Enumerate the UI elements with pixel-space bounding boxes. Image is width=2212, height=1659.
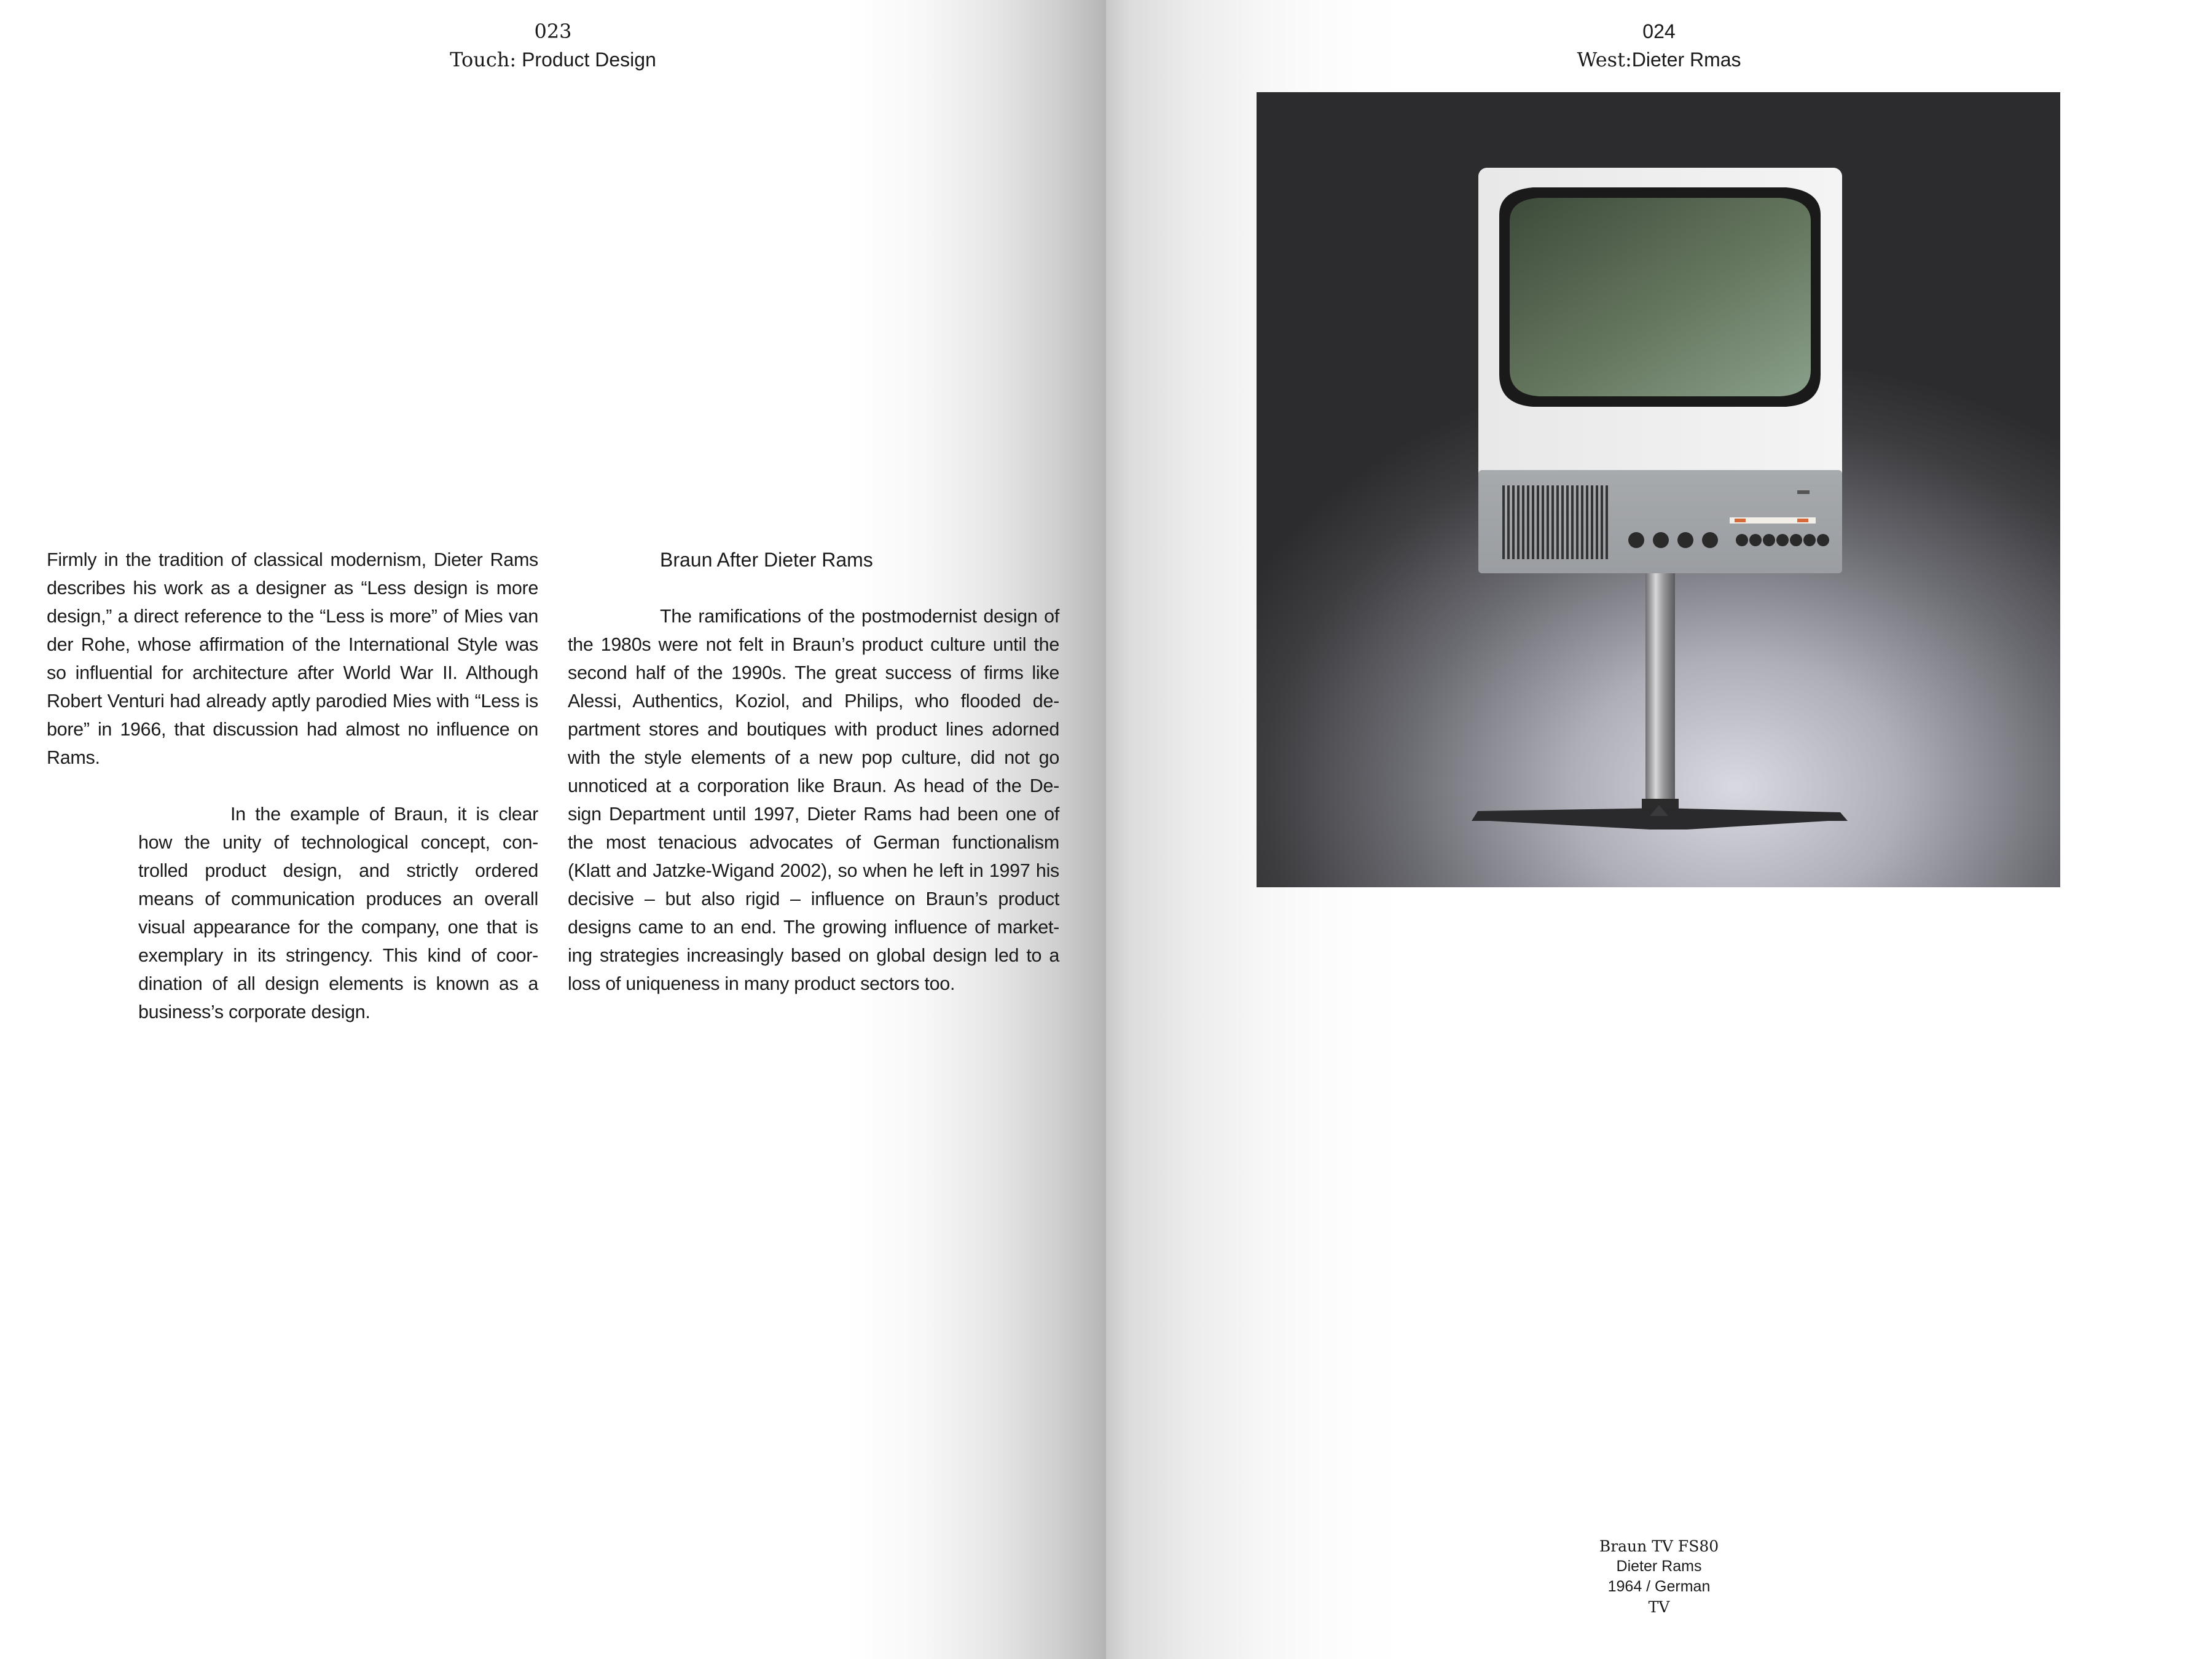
caption-designer: Dieter Rams xyxy=(1616,1558,1702,1575)
paragraph-intro xyxy=(47,546,538,772)
right-section-prefix: West: xyxy=(1577,48,1632,71)
paragraph-braun-example xyxy=(138,800,538,1026)
left-section-title xyxy=(430,45,676,74)
paragraph-text: Firmly in the tradition of classical modernism, Dieter Rams describes his work as a designer as “Less design is more design,” a direct reference to the “Less is more” of Mies van der Rohe, whose affirmation of the International Style was so influential for architecture after World War II. Although Robert Venturi had already aptly parodied Mies with “Less is bore” in 1966, that discussion had almost no influence on Rams. xyxy=(47,549,538,768)
right-section-name: Dieter Rmas xyxy=(1631,49,1741,71)
caption-type: TV xyxy=(1648,1598,1670,1616)
photo-caption xyxy=(1536,1536,1782,1617)
right-section-title xyxy=(1536,45,1782,74)
left-folio xyxy=(430,17,676,74)
tv-stand-pole xyxy=(1645,573,1675,802)
caption-title: Braun TV FS80 xyxy=(1599,1537,1719,1555)
paragraph-text: In the example of Braun, it is clear how the unity of technological concept, con-trolled product design, and strictly ordered means of communication produces an overall visual appearance for the company, one that is exemplary in its stringency. This kind of coor-dination of all design elements is known as a business’s corporate design. xyxy=(138,804,538,1022)
tv-illustration xyxy=(1257,92,2060,887)
brand-logo xyxy=(1797,490,1810,494)
paragraph-after-rams xyxy=(568,602,1059,998)
section-heading: Braun After Dieter Rams xyxy=(660,549,873,571)
caption-year-origin: 1964 / German xyxy=(1607,1578,1711,1595)
left-section-prefix: Touch: xyxy=(450,48,517,71)
tv-screen xyxy=(1510,198,1811,396)
paragraph-text: The ramifications of the postmodernist design of the 1980s were not felt in Braun’s product culture until the second half of the 1990s. The great success of firms like Alessi, Authentics, Koziol, and Philips, who flooded de-partment stores and boutiques with product lines adorned with the style elements of a new pop culture, did not go unnoticed at a corporation like Braun. As head of the De-sign Department until 1997, Dieter Rams had been one of the most tenacious advocates of German functionalism (Klatt and Jatzke-Wigand 2002), so when he left in 1997 his decisive – but also rigid – influence on Braun’s product designs came to an end. The growing influence of market-ing strategies increasingly based on global design led to a loss of uniqueness in many product sectors too. xyxy=(568,606,1059,994)
right-page-number: 024 xyxy=(1642,20,1676,42)
right-page xyxy=(1106,0,2212,1659)
left-section-name: Product Design xyxy=(516,49,656,71)
right-folio xyxy=(1536,17,1782,74)
left-page-number: 023 xyxy=(534,20,572,43)
product-photo-tv xyxy=(1257,92,2060,887)
